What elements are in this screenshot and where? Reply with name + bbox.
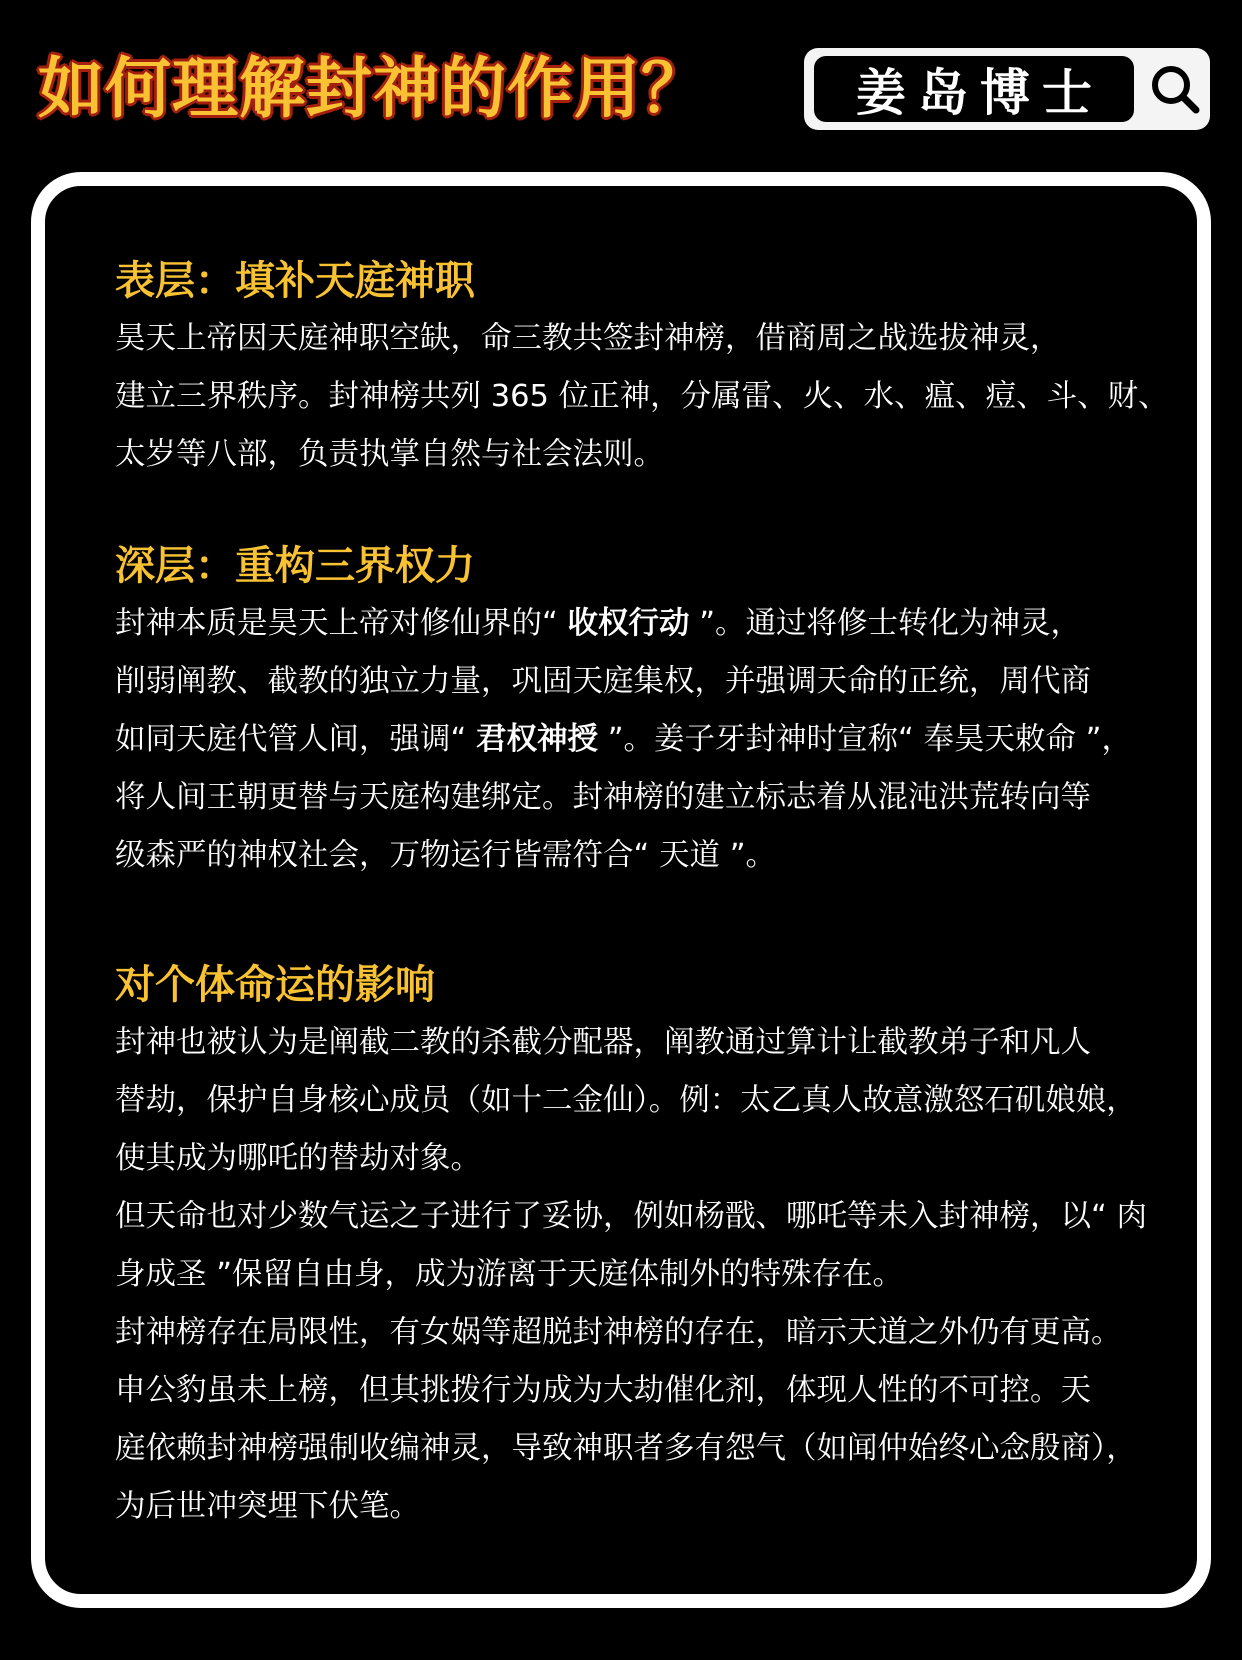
emphasis-text: 收权行动 — [567, 606, 690, 641]
paragraph-line: 封神榜存在局限性，有女娲等超脱封神榜的存在，暗示天道之外仍有更高。 — [115, 1315, 1122, 1350]
paragraph-line: 使其成为哪吒的替劫对象。 — [115, 1141, 481, 1176]
paragraph-line: 申公豹虽未上榜，但其挑拨行为成为大劫催化剂，体现人性的不可控。天 — [115, 1373, 1091, 1408]
paragraph-line: 封神也被认为是阐截二教的杀截分配器，阐教通过算计让截教弟子和凡人 — [115, 1025, 1091, 1060]
text-run: 如同天庭代管人间，强调“ — [115, 722, 476, 757]
text-run: ”。通过将修士转化为神灵， — [689, 606, 1081, 641]
paragraph-line: 替劫，保护自身核心成员（如十二金仙）。例：太乙真人故意激怒石矶娘娘， — [115, 1083, 1137, 1118]
paragraph-line: 级森严的神权社会，万物运行皆需符合“ 天道 ”。 — [115, 838, 776, 873]
search-icon[interactable] — [1146, 60, 1204, 118]
section-heading: 对个体命运的影响 — [115, 962, 435, 1008]
text-run: 封神本质是昊天上帝对修仙界的“ — [115, 606, 568, 641]
paragraph-line: 建立三界秩序。封神榜共列 365 位正神，分属雷、火、水、瘟、痘、斗、财、 — [115, 379, 1169, 414]
page-title: 如何理解封神的作用？ — [38, 50, 708, 127]
paragraph-line: 为后世冲突埋下伏笔。 — [115, 1489, 420, 1524]
paragraph-line: 庭依赖封神榜强制收编神灵，导致神职者多有怨气（如闻仲始终心念殷商）， — [115, 1431, 1137, 1466]
section-heading: 表层：填补天庭神职 — [115, 258, 475, 304]
paragraph-line: 削弱阐教、截教的独立力量，巩固天庭集权，并强调天命的正统，周代商 — [115, 664, 1091, 699]
search-text: 姜岛博士 — [856, 64, 1104, 122]
paragraph-line — [115, 711, 1157, 769]
paragraph-line: 昊天上帝因天庭神职空缺，命三教共签封神榜，借商周之战选拔神灵， — [115, 321, 1061, 356]
search-box[interactable] — [804, 48, 1210, 130]
section-deep-layer — [115, 537, 1157, 885]
text-run: ”。姜子牙封神时宣称“ 奉昊天敕命 ”， — [598, 722, 1132, 757]
content-card — [31, 172, 1211, 1608]
paragraph-line: 身成圣 ”保留自由身，成为游离于天庭体制外的特殊存在。 — [115, 1257, 903, 1292]
paragraph-line: 太岁等八部，负责执掌自然与社会法则。 — [115, 437, 664, 472]
section-individual-fate — [115, 956, 1157, 1536]
paragraph-line: 但天命也对少数气运之子进行了妥协，例如杨戬、哪吒等未入封神榜，以“ 肉 — [115, 1199, 1147, 1234]
search-field[interactable] — [814, 56, 1134, 122]
section-surface-layer — [115, 252, 1169, 484]
section-heading: 深层：重构三界权力 — [115, 543, 475, 589]
emphasis-text: 君权神授 — [476, 722, 598, 757]
paragraph-line: 将人间王朝更替与天庭构建绑定。封神榜的建立标志着从混沌洪荒转向等 — [115, 780, 1091, 815]
paragraph-line — [115, 595, 1157, 653]
